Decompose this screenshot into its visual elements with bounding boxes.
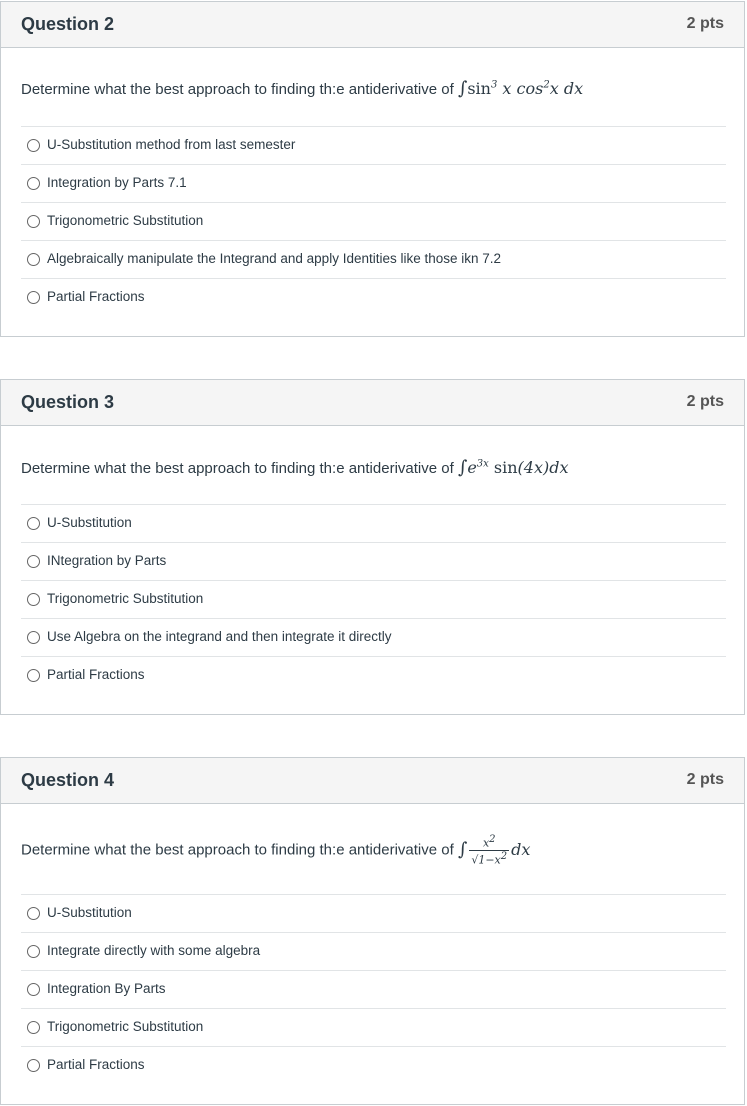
answer-label: Trigonometric Substitution bbox=[47, 591, 204, 606]
answer-label: Integrate directly with some algebra bbox=[47, 943, 261, 958]
question-card-3 bbox=[0, 379, 745, 715]
radio-button[interactable] bbox=[27, 177, 40, 190]
integral-expression: ∫ $\frac{x^2}{√1-x^2}$ dx bbox=[457, 834, 531, 867]
radio-button[interactable] bbox=[27, 139, 40, 152]
answer-label: Algebraically manipulate the Integrand and apply Identities like those ikn 7.2 bbox=[47, 251, 502, 266]
answer-option[interactable] bbox=[21, 970, 726, 1008]
radio-button[interactable] bbox=[27, 1021, 40, 1034]
question-points: 2 pts bbox=[686, 771, 724, 788]
answer-option[interactable] bbox=[21, 618, 726, 656]
answer-option[interactable] bbox=[21, 164, 726, 202]
radio-button[interactable] bbox=[27, 555, 40, 568]
answer-label: Integration by Parts 7.1 bbox=[47, 175, 187, 190]
answer-label: Partial Fractions bbox=[47, 667, 145, 682]
answer-label: U-Substitution bbox=[47, 515, 132, 530]
question-prompt bbox=[21, 834, 530, 866]
radio-button[interactable] bbox=[27, 593, 40, 606]
question-card-4 bbox=[0, 757, 745, 1105]
radio-button[interactable] bbox=[27, 517, 40, 530]
radio-button[interactable] bbox=[27, 215, 40, 228]
question-header bbox=[1, 758, 744, 804]
answer-option[interactable] bbox=[21, 504, 726, 542]
answer-label: Partial Fractions bbox=[47, 1057, 145, 1072]
question-header bbox=[1, 2, 744, 48]
answer-option[interactable] bbox=[21, 656, 726, 694]
answer-label: Integration By Parts bbox=[47, 981, 166, 996]
answer-option[interactable] bbox=[21, 240, 726, 278]
answer-label: Partial Fractions bbox=[47, 289, 145, 304]
answer-label: Use Algebra on the integrand and then integrate it directly bbox=[47, 629, 392, 644]
answer-label: Trigonometric Substitution bbox=[47, 213, 204, 228]
answer-label: Trigonometric Substitution bbox=[47, 1019, 204, 1034]
answer-option[interactable] bbox=[21, 278, 726, 316]
answer-option[interactable] bbox=[21, 580, 726, 618]
question-prompt-text: Determine what the best approach to finding th:e antiderivative of bbox=[21, 841, 454, 859]
question-title: Question 4 bbox=[21, 770, 115, 790]
question-title: Question 3 bbox=[21, 392, 115, 412]
answer-option[interactable] bbox=[21, 894, 726, 932]
answer-option[interactable] bbox=[21, 1008, 726, 1046]
answer-option[interactable] bbox=[21, 542, 726, 580]
integral-expression: $\int\sin^3$ x $\cos^2x$ dx bbox=[457, 78, 584, 99]
radio-button[interactable] bbox=[27, 907, 40, 920]
answer-label: INtegration by Parts bbox=[47, 553, 167, 568]
question-prompt bbox=[21, 78, 583, 99]
answer-option[interactable] bbox=[21, 202, 726, 240]
radio-button[interactable] bbox=[27, 291, 40, 304]
radio-button[interactable] bbox=[27, 945, 40, 958]
radio-button[interactable] bbox=[27, 631, 40, 644]
question-points: 2 pts bbox=[686, 15, 724, 32]
radio-button[interactable] bbox=[27, 983, 40, 996]
answer-option[interactable] bbox=[21, 1046, 726, 1084]
question-prompt bbox=[21, 457, 569, 478]
radio-button[interactable] bbox=[27, 253, 40, 266]
answer-option[interactable] bbox=[21, 932, 726, 970]
question-points: 2 pts bbox=[686, 393, 724, 410]
question-prompt-text: Determine what the best approach to finding th:e antiderivative of bbox=[21, 81, 454, 98]
answer-option[interactable] bbox=[21, 126, 726, 164]
question-title: Question 2 bbox=[21, 14, 115, 34]
integral-expression: $\int e^{3x}$ sin(4x)dx bbox=[457, 457, 569, 478]
answer-label: U-Substitution method from last semester bbox=[47, 137, 296, 152]
radio-button[interactable] bbox=[27, 669, 40, 682]
question-header bbox=[1, 380, 744, 426]
answer-label: U-Substitution bbox=[47, 905, 132, 920]
question-prompt-text: Determine what the best approach to finding th:e antiderivative of bbox=[21, 460, 454, 477]
question-card-2 bbox=[0, 1, 745, 337]
radio-button[interactable] bbox=[27, 1059, 40, 1072]
